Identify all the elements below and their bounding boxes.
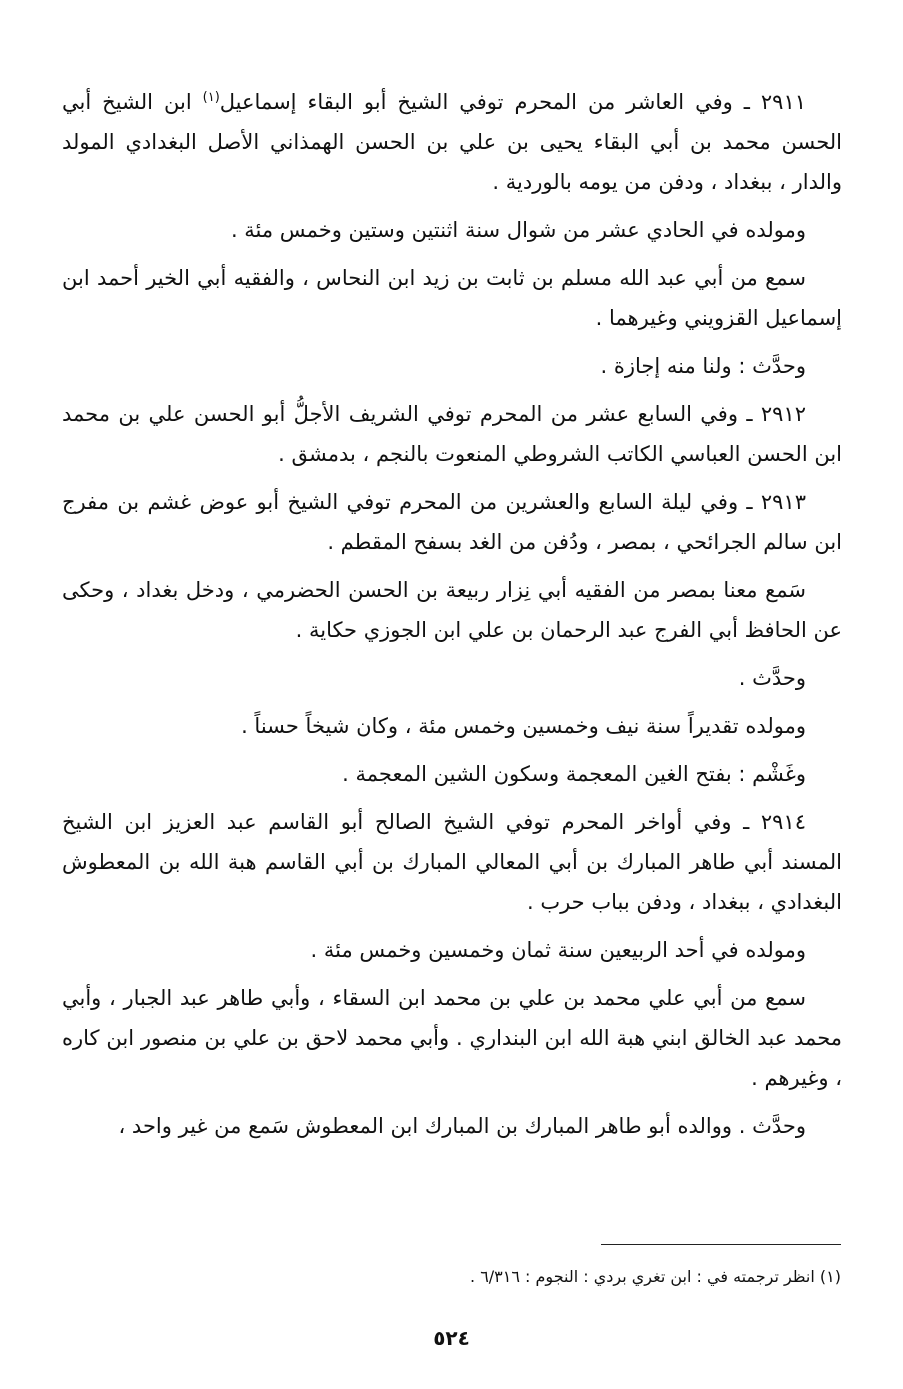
page-body — [62, 78, 842, 1154]
paragraph-entry-2911 — [62, 78, 842, 202]
paragraph-teachers: سمع من أبي عبد الله مسلم بن ثابت بن زيد ابن النحاس ، والفقيه أبي الخير أحمد ابن إسماعيل القزويني وغيرهما . — [62, 266, 842, 330]
entry-2911-text-start: ٢٩١١ ـ وفي العاشر من المحرم توفي الشيخ أبو البقاء إسماعيل — [219, 90, 807, 114]
paragraph-birth-rabi: ومولده في أحد الربيعين سنة ثمان وخمسين وخمس مئة . — [310, 938, 806, 962]
footnote-text: (١) انظر ترجمته في : ابن تغري بردي : النجوم : ٦/٣١٦ . — [470, 1267, 841, 1286]
footnote-divider — [601, 1244, 841, 1245]
paragraph-entry-2914: ٢٩١٤ ـ وفي أواخر المحرم توفي الشيخ الصالح أبو القاسم عبد العزيز ابن الشيخ المسند أبي طاهر المبارك بن أبي المعالي المبارك بن أبي القاسم هبة الله بن المعطوش البغدادي ، ببغداد ، ودفن بباب حرب . — [62, 810, 842, 914]
paragraph-birth-estimate: ومولده تقديراً سنة نيف وخمسين وخمس مئة ، وكان شيخاً حسناً . — [241, 714, 806, 738]
paragraph-narrated: وحدَّث . — [738, 666, 806, 690]
paragraph-spelling-note: وغَشْم : بفتح الغين المعجمة وسكون الشين المعجمة . — [342, 762, 806, 786]
paragraph-narration: وحدَّث : ولنا منه إجازة . — [600, 354, 806, 378]
paragraph-entry-2912: ٢٩١٢ ـ وفي السابع عشر من المحرم توفي الشريف الأجلُّ أبو الحسن علي بن محمد ابن الحسن العباسي الكاتب الشروطي المنعوت بالنجم ، بدمشق . — [62, 402, 842, 466]
footnote-marker[interactable]: (١) — [202, 90, 220, 105]
page-number: ٥٢٤ — [433, 1326, 470, 1350]
paragraph-teachers-2914: سمع من أبي علي محمد بن علي بن محمد ابن السقاء ، وأبي طاهر عبد الجبار ، وأبي محمد عبد الخالق ابني هبة الله ابن البنداري . وأبي محمد لاحق بن علي بن منصور ابن كاره ، وغيرهم . — [62, 986, 842, 1090]
paragraph-father: وحدَّث . ووالده أبو طاهر المبارك بن المبارك ابن المعطوش سَمع من غير واحد ، — [118, 1114, 806, 1138]
paragraph-entry-2913: ٢٩١٣ ـ وفي ليلة السابع والعشرين من المحرم توفي الشيخ أبو عوض غشم بن مفرج ابن سالم الجرائحي ، بمصر ، ودُفن من الغد بسفح المقطم . — [62, 490, 842, 554]
entry-2911-text-end: ابن الشيخ أبي الحسن محمد بن أبي البقاء يحيى بن علي بن الحسن الهمذاني الأصل البغدادي المولد والدار ، ببغداد ، ودفن من يومه بالوردية . — [62, 90, 842, 194]
paragraph-birth-date: ومولده في الحادي عشر من شوال سنة اثنتين وستين وخمس مئة . — [230, 218, 806, 242]
paragraph-heard-in-egypt: سَمع معنا بمصر من الفقيه أبي نِزار ربيعة بن الحسن الحضرمي ، ودخل بغداد ، وحكى عن الحافظ أبي الفرج عبد الرحمان بن علي ابن الجوزي حكاية . — [62, 578, 842, 642]
